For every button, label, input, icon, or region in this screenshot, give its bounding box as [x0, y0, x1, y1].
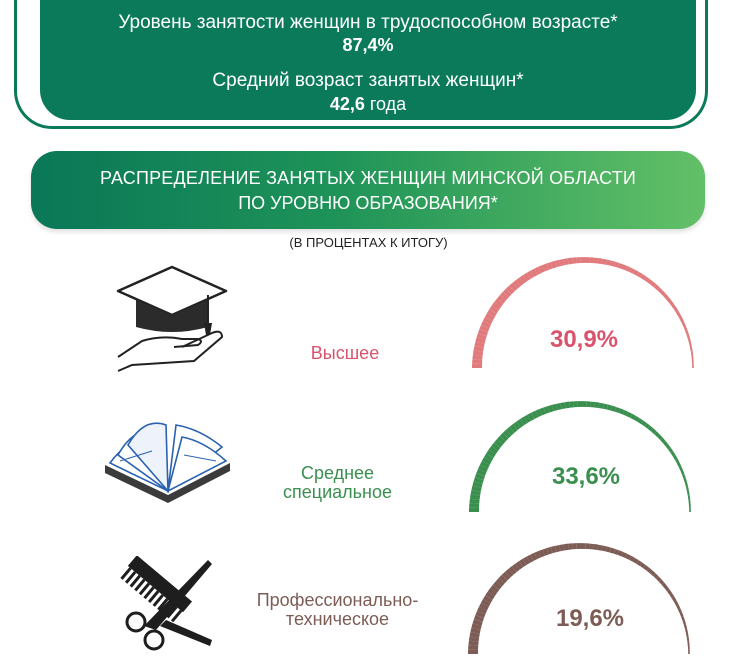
gauge-arc-segment	[645, 278, 648, 280]
category-label-specialized-line2: специальное	[283, 482, 392, 502]
gauge-arc-segment	[492, 449, 494, 452]
gauge-arc-segment	[495, 445, 498, 448]
gauge-arc-segment	[494, 587, 497, 590]
gauge-arc-segment	[687, 487, 688, 491]
gauge-arc-segment	[518, 564, 521, 566]
gauge-arc-segment	[522, 278, 525, 280]
gauge-arc-segment	[614, 551, 618, 552]
gauge-arc-segment	[508, 572, 511, 575]
gauge-arc-segment	[564, 261, 568, 262]
gauge-arc-segment	[532, 272, 536, 274]
category-label-vocational-line1: Профессионально-	[256, 590, 419, 610]
gauge-arc-segment	[658, 436, 661, 439]
gauge-arc-segment	[478, 347, 479, 351]
gauge-arc-segment	[474, 637, 475, 641]
gauge-arc-segment	[479, 343, 480, 347]
gauge-arc-segment	[635, 418, 639, 420]
gauge-arc-segment	[509, 430, 512, 433]
gauge-arc-segment	[641, 276, 645, 278]
gauge-arc-segment	[476, 487, 477, 491]
employment-value: 87,4%	[342, 35, 394, 55]
gauge-arc-segment	[541, 411, 545, 413]
gauge-arc-segment	[544, 267, 548, 269]
gauge-arc-segment	[500, 439, 503, 442]
gauge-arc-segment	[626, 268, 630, 270]
gauge-arc-segment	[648, 281, 651, 284]
category-label-vocational-line2: техническое	[285, 609, 390, 629]
gauge-arc-segment	[560, 262, 564, 263]
gauge-arc-segment	[626, 556, 630, 558]
gauge-arc-segment	[687, 633, 688, 637]
gauge-arc-segment	[556, 263, 560, 264]
gauge-arc-segment	[651, 572, 654, 575]
gauge-arc-segment	[548, 550, 552, 551]
comb-scissors-icon	[118, 556, 218, 654]
gauge-arc-segment	[688, 335, 689, 339]
gauge-arc-segment	[623, 412, 627, 414]
gauge-arc-segment	[652, 430, 655, 433]
gauge-arc-segment	[561, 405, 565, 406]
gauge-arc-segment	[515, 283, 518, 286]
gauge-arc-segment	[638, 420, 642, 422]
category-label-higher-line1: Высшее	[310, 343, 380, 363]
gauge-arc-segment	[670, 301, 673, 304]
gauge-arc-segment	[485, 601, 487, 605]
gauge-arc-segment	[634, 560, 638, 562]
gauge-arc-segment	[475, 629, 476, 633]
gauge-arc-segment	[495, 305, 497, 308]
gauge-arc-segment	[478, 617, 479, 621]
gauge-arc-segment	[606, 262, 610, 263]
gauge-arc-segment	[478, 351, 479, 355]
gauge-arc-segment	[677, 312, 679, 316]
gauge-arc-segment	[526, 418, 530, 420]
gauge-arc-segment	[506, 433, 509, 436]
gauge-arc-segment	[691, 347, 692, 351]
gauge-arc-segment	[480, 613, 482, 617]
category-label-specialized-line1: Среднее	[300, 463, 375, 483]
gauge-arc-segment	[614, 264, 618, 265]
gauge-arc-segment	[490, 452, 492, 456]
banner-title-line2: ПО УРОВНЮ ОБРАЗОВАНИЯ*	[238, 193, 498, 213]
gauge-arc-segment	[630, 558, 634, 560]
age-label: Средний возраст занятых женщин*	[212, 70, 524, 91]
gauge-arc-segment	[512, 427, 515, 430]
gauge-arc-segment	[480, 339, 481, 343]
gauge-arc-segment	[477, 483, 478, 487]
gauge-arc-segment	[519, 422, 522, 424]
gauge-arc-segment	[602, 261, 606, 262]
gauge-arc-segment	[673, 598, 675, 602]
gauge-arc-segment	[491, 312, 493, 316]
gauge-arc-segment	[618, 553, 622, 555]
gauge-arc-segment	[475, 495, 476, 499]
gauge-arc-segment	[537, 412, 541, 414]
gauge-arc-segment	[641, 564, 644, 566]
gauge-arc-segment	[505, 575, 508, 578]
category-label-vocational	[235, 591, 440, 629]
banner-title-line1: РАСПРЕДЕЛЕНИЕ ЗАНЯТЫХ ЖЕНЩИН МИНСКОЙ ОБЛАСТИ	[99, 168, 637, 188]
category-label-specialized	[255, 464, 420, 502]
gauge-arc-segment	[544, 551, 548, 552]
gauge-arc-segment	[672, 452, 674, 456]
gauge-arc-segment	[602, 548, 606, 549]
gauge-arc-segment	[487, 319, 489, 323]
gauge-arc-segment	[532, 556, 536, 558]
gauge-arc-segment	[489, 594, 491, 598]
age-unit: года	[364, 94, 407, 114]
gauge-arc-segment	[483, 605, 485, 609]
gauge-arc-segment	[599, 405, 603, 406]
gauge-arc-segment	[549, 408, 553, 409]
header-panel	[40, 0, 696, 120]
gauge-arc-segment	[642, 422, 645, 424]
gauge-arc-segment	[666, 587, 669, 590]
gauge-arc-segment	[689, 339, 690, 343]
gauge-arc-segment	[556, 548, 560, 549]
gauge-arc-segment	[515, 425, 518, 428]
gauge-arc-segment	[622, 554, 626, 556]
gauge-arc-segment	[568, 261, 572, 262]
employment-label: Уровень занятости женщин в трудоспособном возрасте*	[118, 12, 618, 33]
gauge-arc-segment	[497, 442, 500, 445]
gauge-arc-segment	[686, 331, 687, 335]
gauge-arc-segment	[661, 439, 664, 442]
gauge-arc-segment	[630, 270, 634, 272]
gauge-arc-segment	[655, 286, 658, 289]
gauge-arc-segment	[668, 591, 670, 594]
arc-specialized	[467, 402, 697, 514]
value-label-specialized: 33,6%	[551, 463, 621, 490]
gauge-arc-segment	[671, 594, 673, 598]
gauge-arc-segment	[598, 547, 602, 548]
gauge-arc-segment	[488, 456, 490, 460]
gauge-arc-segment	[618, 265, 622, 266]
gauge-arc-segment	[610, 550, 614, 551]
gauge-arc-segment	[606, 549, 610, 550]
gauge-arc-segment	[506, 292, 509, 295]
gauge-arc-segment	[474, 633, 475, 637]
gauge-arc-segment	[491, 591, 493, 594]
gauge-arc-segment	[533, 414, 537, 416]
gauge-arc-segment	[622, 267, 626, 269]
gauge-arc-segment	[503, 436, 506, 439]
gauge-arc-segment	[657, 578, 660, 581]
gauge-arc-segment	[564, 547, 568, 548]
gauge-arc-segment	[560, 547, 564, 548]
gauge-arc-segment	[509, 289, 512, 292]
section-banner	[31, 151, 705, 229]
gauge-arc-segment	[654, 575, 657, 578]
gauge-arc-segment	[481, 471, 483, 475]
gauge-arc-segment	[611, 408, 615, 409]
gauge-arc-segment	[607, 407, 611, 408]
gauge-arc-segment	[521, 562, 525, 564]
gauge-arc-segment	[667, 298, 670, 301]
gauge-arc-segment	[689, 495, 690, 499]
gauge-arc-segment	[638, 274, 642, 276]
age-value-line	[40, 94, 696, 115]
gauge-arc-segment	[545, 409, 549, 410]
gauge-arc-segment	[522, 420, 526, 422]
gauge-arc-segment	[481, 609, 483, 613]
gauge-arc-segment	[479, 475, 480, 479]
gauge-arc-segment	[610, 263, 614, 264]
gauge-arc-segment	[686, 483, 687, 487]
gauge-arc-segment	[489, 315, 491, 319]
gauge-arc-segment	[664, 442, 667, 445]
gauge-arc-segment	[487, 598, 489, 602]
gauge-arc-segment	[660, 581, 663, 584]
gauge-arc-segment	[557, 406, 561, 407]
gauge-arc-segment	[644, 567, 647, 570]
gauge-arc-segment	[552, 264, 556, 265]
gauge-arc-segment	[496, 584, 499, 587]
gauge-arc-segment	[661, 292, 664, 295]
gauge-arc-segment	[619, 411, 623, 413]
gauge-arc-segment	[595, 405, 599, 406]
gauge-arc-segment	[528, 558, 532, 560]
gauge-arc-segment	[655, 433, 658, 436]
gauge-arc-segment	[681, 319, 683, 323]
gauge-arc-segment	[675, 308, 677, 312]
gauge-arc-segment	[603, 406, 607, 407]
gauge-arc-segment	[627, 414, 631, 416]
gauge-arc-segment	[529, 274, 533, 276]
gauge-arc-segment	[692, 351, 693, 355]
gauge-arc-segment	[674, 456, 676, 460]
gauge-arc-segment	[478, 479, 479, 483]
chart-subtitle: (В ПРОЦЕНТАХ К ИТОГУ)	[289, 235, 448, 250]
gauge-arc-segment	[637, 562, 641, 564]
gauge-arc-segment	[553, 407, 557, 408]
gauge-arc-segment	[634, 272, 638, 274]
gauge-arc-segment	[667, 445, 670, 448]
gauge-arc-segment	[598, 261, 602, 262]
gauge-arc-segment	[565, 405, 569, 406]
gauge-arc-segment	[649, 427, 652, 430]
gauge-arc-segment	[512, 286, 515, 289]
gauge-arc-segment	[525, 276, 529, 278]
gauge-arc-segment	[652, 283, 655, 286]
gauge-arc-segment	[499, 581, 502, 584]
gauge-arc-segment	[511, 569, 514, 572]
gauge-arc-segment	[690, 343, 691, 347]
value-label-vocational: 19,6%	[555, 605, 625, 632]
gauge-arc-segment	[493, 308, 495, 312]
gauge-arc-segment	[482, 467, 484, 471]
gauge-arc-segment	[481, 335, 482, 339]
graduation-cap-hand-icon	[112, 265, 232, 375]
gauge-arc-segment	[658, 289, 661, 292]
gauge-arc-segment	[518, 281, 521, 284]
age-value: 42,6	[329, 94, 365, 114]
gauge-arc-segment	[503, 295, 506, 298]
gauge-arc-segment	[685, 327, 687, 331]
gauge-arc-segment	[669, 449, 671, 452]
open-book-icon	[100, 415, 235, 505]
gauge-arc-segment	[536, 554, 540, 556]
gauge-arc-segment	[615, 409, 619, 410]
gauge-arc-segment	[631, 416, 635, 418]
gauge-arc-segment	[672, 305, 674, 308]
gauge-arc-segment	[477, 621, 478, 625]
gauge-arc-segment	[663, 584, 666, 587]
gauge-arc-segment	[688, 491, 689, 495]
gauge-arc-segment	[500, 298, 503, 301]
gauge-arc-segment	[664, 295, 667, 298]
gauge-arc-segment	[514, 567, 517, 570]
gauge-arc-segment	[552, 549, 556, 550]
gauge-arc-segment	[688, 637, 689, 641]
gauge-arc-segment	[540, 553, 544, 555]
gauge-arc-segment	[548, 265, 552, 266]
gauge-arc-segment	[475, 491, 476, 495]
value-label-higher: 30,9%	[549, 326, 619, 353]
gauge-arc-segment	[594, 547, 598, 548]
gauge-arc-segment	[536, 270, 540, 272]
gauge-arc-segment	[529, 416, 533, 418]
gauge-arc-segment	[498, 301, 501, 304]
gauge-arc-segment	[502, 578, 505, 581]
category-label-higher	[260, 344, 430, 363]
gauge-arc-segment	[645, 425, 648, 428]
gauge-arc-segment	[540, 268, 544, 270]
gauge-arc-segment	[525, 560, 529, 562]
gauge-arc-segment	[476, 625, 477, 629]
gauge-arc-segment	[648, 569, 651, 572]
gauge-arc-segment	[679, 315, 681, 319]
